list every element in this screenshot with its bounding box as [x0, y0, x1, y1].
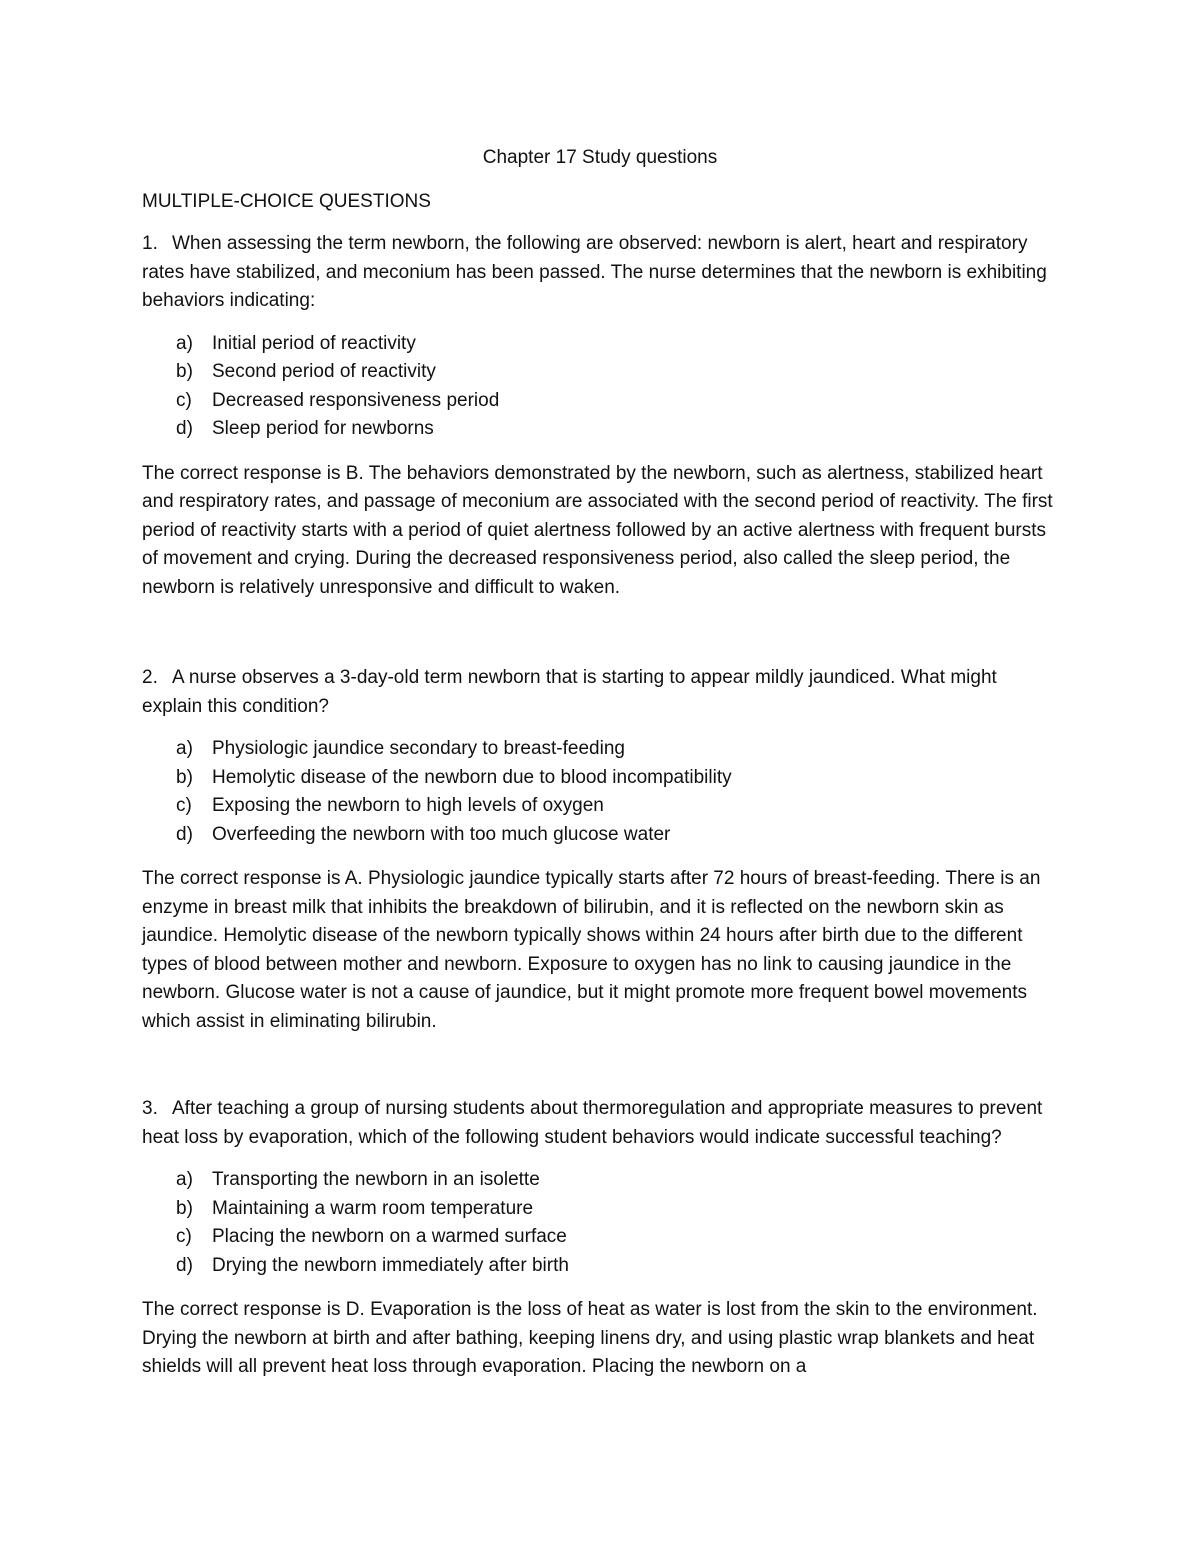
option-a [142, 330, 1062, 359]
question-stem [142, 1095, 1062, 1152]
question-1 [142, 230, 1062, 602]
option-b [142, 358, 1062, 387]
answer-explanation: The correct response is B. The behaviors demonstrated by the newborn, such as alertness, stabilized heart and respiratory rates, and passage of meconium are associated with the second period of reactivity. The first period of reactivity starts with a period of quiet alertness followed by an active alertness with frequent bursts of movement and crying. During the decreased responsiveness period, also called the sleep period, the newborn is relatively unresponsive and difficult to waken. [142, 462, 1053, 598]
option-c [142, 792, 1062, 821]
question-number: 1. [142, 233, 158, 254]
question-number: 2. [142, 667, 158, 688]
option-c [142, 387, 1062, 416]
question-text: When assessing the term newborn, the following are observed: newborn is alert, heart and respiratory rates have stabilized, and meconium has been passed. The nurse determines that the newborn is exhibiting behaviors indicating: [142, 233, 1047, 311]
option-letter: c) [176, 1226, 192, 1247]
option-a [142, 1166, 1062, 1195]
option-b [142, 1195, 1062, 1224]
option-text: Sleep period for newborns [212, 418, 434, 439]
answer-explanation: The correct response is A. Physiologic jaundice typically starts after 72 hours of breast-feeding. There is an enzyme in breast milk that inhibits the breakdown of bilirubin, and it is reflected on the newborn skin as jaundice. Hemolytic disease of the newborn typically shows within 24 hours after birth due to the different types of blood between mother and newborn. Exposure to oxygen has no link to causing jaundice in the newborn. Glucose water is not a cause of jaundice, but it might promote more frequent bowel movements which assist in eliminating bilirubin. [142, 868, 1041, 1032]
option-letter: a) [176, 332, 193, 354]
option-letter: d) [176, 823, 193, 845]
option-text: Second period of reactivity [212, 361, 436, 382]
question-stem [142, 230, 1062, 316]
option-d [142, 821, 1062, 850]
answer-explanation: The correct response is D. Evaporation is the loss of heat as water is lost from the skin to the environment. Drying the newborn at birth and after bathing, keeping linens dry, and using plastic wrap blankets and heat shields will all prevent heat loss through evaporation. Placing the newborn on a [142, 1299, 1038, 1377]
option-text: Overfeeding the newborn with too much glucose water [212, 823, 671, 845]
option-text: Hemolytic disease of the newborn due to blood incompatibility [212, 766, 732, 788]
option-letter: a) [176, 738, 193, 759]
question-text: After teaching a group of nursing students about thermoregulation and appropriate measures to prevent heat loss by evaporation, which of the following student behaviors would indicate successful teaching? [142, 1098, 1043, 1148]
option-c [142, 1223, 1062, 1252]
option-d [142, 1252, 1062, 1281]
option-letter: c) [176, 795, 192, 816]
option-text: Exposing the newborn to high levels of oxygen [212, 795, 604, 816]
option-letter: b) [176, 766, 193, 788]
option-text: Transporting the newborn in an isolette [212, 1169, 540, 1190]
question-text: A nurse observes a 3-day-old term newborn that is starting to appear mildly jaundiced. What might explain this condition? [142, 667, 997, 717]
answer-options [142, 1166, 1062, 1280]
option-b [142, 764, 1062, 793]
answer-options [142, 330, 1062, 444]
option-letter: a) [176, 1169, 193, 1190]
option-text: Decreased responsiveness period [212, 389, 500, 411]
option-text: Maintaining a warm room temperature [212, 1197, 534, 1219]
question-number: 3. [142, 1098, 158, 1119]
question-stem [142, 664, 1062, 721]
option-letter: d) [176, 1254, 193, 1276]
option-letter: d) [176, 418, 193, 439]
option-letter: b) [176, 361, 193, 382]
option-text: Physiologic jaundice secondary to breast-feeding [212, 738, 625, 759]
option-text: Drying the newborn immediately after birth [212, 1254, 569, 1276]
option-text: Placing the newborn on a warmed surface [212, 1226, 567, 1247]
option-a [142, 735, 1062, 764]
option-letter: b) [176, 1197, 193, 1219]
question-3 [142, 1095, 1062, 1382]
page-title: Chapter 17 Study questions [482, 147, 718, 168]
answer-options [142, 735, 1062, 849]
option-text: Initial period of reactivity [212, 332, 416, 354]
question-2 [142, 664, 1062, 1036]
option-letter: c) [176, 389, 192, 411]
section-heading: MULTIPLE-CHOICE QUESTIONS [142, 191, 431, 212]
option-d [142, 415, 1062, 444]
